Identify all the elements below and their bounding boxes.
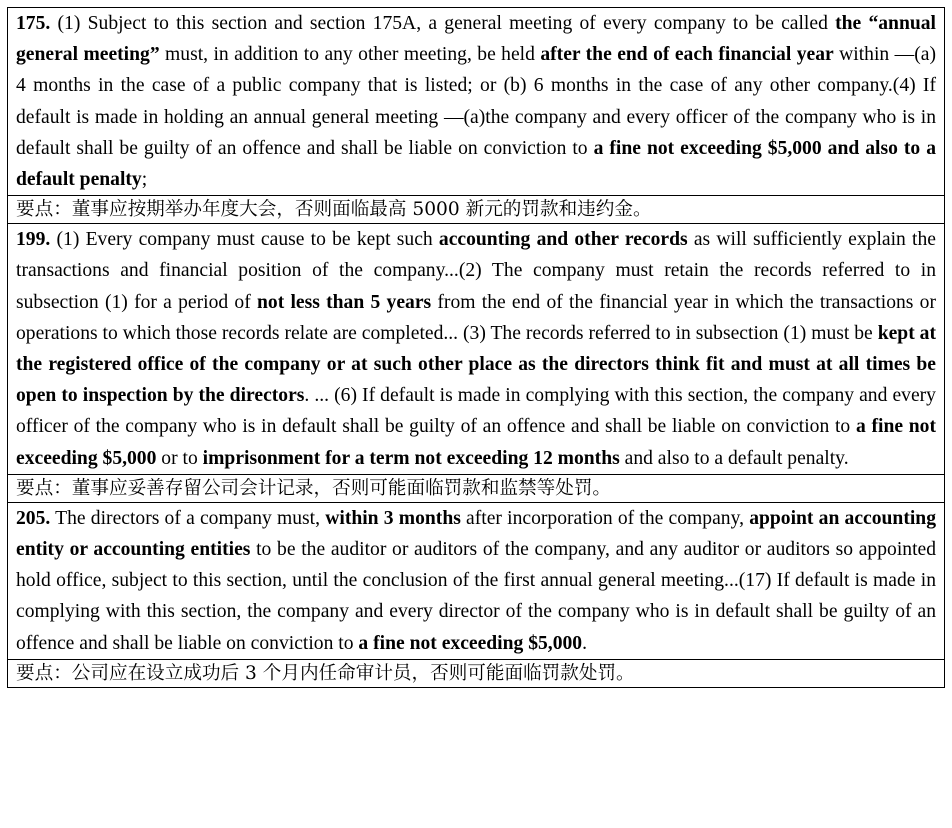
text-segment: must, in addition to any other meeting, be held <box>159 44 541 66</box>
section-175-summary: 要点：董事应按期举办年度大会，否则面临最高 5000 新元的罚款和违约金。 <box>8 196 945 224</box>
text-segment: (1) Every company must cause to be kept such <box>50 229 439 251</box>
section-175-summary-row <box>8 196 945 224</box>
text-segment: and also to a default penalty. <box>619 447 849 469</box>
statute-table <box>7 7 945 688</box>
section-199-summary-row <box>8 474 945 502</box>
text-segment: within —(a) 4 months in the case of a public company that is listed; or (b) 6 months in the case of any other company.(4) If default is made in holding an annual general meeting —(a)the company and every officer of the company who is in default shall be guilty of an offence and shall be liable on conviction to <box>16 44 936 159</box>
section-205-text <box>8 502 945 659</box>
section-number: 175. <box>16 13 51 34</box>
text-segment: (1) Subject to this section and section 175A, a general meeting of every company to be called <box>50 13 836 34</box>
section-199-summary: 要点：董事应妥善存留公司会计记录，否则可能面临罚款和监禁等处罚。 <box>8 474 945 502</box>
bold-segment: a fine not exceeding $5,000 <box>16 416 937 469</box>
text-segment: . ... (6) If default is made in complying with this section, the company and every officer of the company who is in default shall be guilty of an offence and shall be liable on conviction to <box>16 385 936 438</box>
section-205-summary-row <box>8 659 945 687</box>
text-segment: as will sufficiently explain the transactions and financial position of the company...(2) The company must retain the records referred to in subsection (1) for a period of <box>16 229 936 313</box>
text-segment: or to <box>156 447 203 469</box>
bold-segment: within 3 months <box>325 507 461 529</box>
bold-segment: imprisonment for a term not exceeding 12 months <box>202 447 620 469</box>
bold-segment: a fine not exceeding $5,000 <box>358 632 583 654</box>
section-175-text <box>8 8 945 196</box>
bold-segment: accounting and other records <box>438 229 688 251</box>
text-segment: The directors of a company must, <box>50 507 326 529</box>
section-199-row <box>8 224 945 475</box>
bold-segment: after the end of each financial year <box>540 44 834 66</box>
bold-segment: the “annual general meeting” <box>16 13 936 66</box>
bold-segment: kept at the registered office of the company or at such other place as the directors think fit and must at all times be open to inspection by the directors <box>16 322 936 407</box>
section-199-text <box>8 224 945 475</box>
text-segment: to be the auditor or auditors of the company, and any auditor or auditors so appointed hold office, subject to this section, until the conclusion of the first annual general meeting...(17) If default is made in complying with this section, the company and every director of the company who is in default shall be guilty of an offence and shall be liable on conviction to <box>16 539 937 654</box>
bold-segment: a fine not exceeding $5,000 and also to a default penalty <box>16 137 936 191</box>
text-segment: after incorporation of the company, <box>460 507 750 529</box>
bold-segment: not less than 5 years <box>257 291 432 313</box>
section-number: 205. <box>16 507 51 529</box>
text-segment: ; <box>141 169 148 191</box>
text-segment: . <box>582 632 588 654</box>
section-205-summary: 要点：公司应在设立成功后 3 个月内任命审计员，否则可能面临罚款处罚。 <box>8 659 945 687</box>
section-175-row <box>8 8 945 196</box>
section-205-row <box>8 502 945 659</box>
text-segment: from the end of the financial year in which the transactions or operations to which those records relate are completed... (3) The records referred to in subsection (1) must be <box>16 291 936 344</box>
section-number: 199. <box>16 229 51 251</box>
bold-segment: appoint an accounting entity or accounting entities <box>16 507 936 561</box>
